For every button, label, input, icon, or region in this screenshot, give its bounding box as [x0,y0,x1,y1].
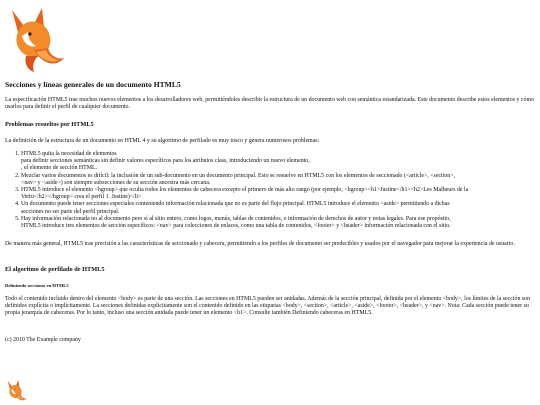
list-item-line: para definir secciones semánticas sin definir valores específicos para los atributos class, introduciendo un nuevo elemento, [21,158,310,165]
list-item-line: HTML5 introduce tres elementos de sección específicos: <nav> para colecciones de enlaces, como una tabla de contenidos, <footer> y <header> información relacionada con el sitio. [21,223,451,230]
issues-list [5,151,540,230]
firefox-fox-logo-icon [4,378,28,404]
list-item-line: Vertu</h2></hgroup> crea el perfil 1. Justine)</li> [21,194,142,201]
firefox-fox-logo-icon [4,2,66,74]
algorithm-heading: El algoritmo de perfilado de HTML5 [5,266,105,273]
problems-intro-paragraph: La definición de la estructura de un documento en HTML 4 y su algoritmo de perfilado es muy tosco y genera numerosos problemas: [5,138,320,144]
list-item-line: 3. HTML5 introduce el elemento <hgroup> que oculta todos los elementos de cabecera excepto el primero de más alto rango (por ejemplo, <hgroup><h1>Justine</h1><h2>Les Malheurs de la [21,187,469,194]
list-item [21,201,540,215]
problems-heading: Problemas resueltos por HTML5 [5,121,94,128]
list-item [21,187,540,201]
definition-heading: Definiendo secciones en HTML5 [5,283,69,288]
list-item [21,151,540,173]
copyright-footer: (c) 2010 The Example company [5,337,81,343]
list-item-line: 4. Un documento puede tener secciones especiales conteniendo información relacionada que no es parte del flujo principal. HTML5 introduce el elemento <aside> permitiendo a dichas [21,201,450,208]
list-item [21,216,540,230]
list-item-line: 2. Mezclar varios documentos es difícil: la inclusión de un sub-documento en un documento principal. Esto se resuelve en HTML5 con los elementos de seccionado (<article>, <section>, [21,172,456,179]
list-item-line: , el elemento de sección HTML. [21,165,98,172]
list-item-line: 1. HTML5 quita la necesidad de elementos [21,151,117,157]
document-title: Secciones y líneas generales de un documento HTML5 [5,80,181,89]
list-item-line: <nav> y <aside>) son siempre subsecciones de su sección ancestra más cercana. [21,179,211,186]
summary-paragraph: De manera más general, HTML5 trae precisión a las características de seccionado y cabecera, permitiendo a los perfiles de documento ser predecibles y usados por el navegador para mejorar la experiencia de usuario. [5,241,515,247]
list-item [21,173,540,187]
intro-paragraph: La especificación HTML5 trae muchos nuevos elementos a los desarrolladores web, permitiéndoles describir la estructura de un documento web con semántica estandarizada. Este documento describe estos elementos y cómo usarlos para definir el perfil de cualquier documento. [5,97,534,111]
body-paragraph: Todo el contenido incluido dentro del elemento <body> es parte de una sección. Las secciones en HTML5 pueden ser anidadas. Además de la sección principal, definida por el elemento <body>, los límites de la sección son definidos explícita o implícitamente. La secciones definidas explícitamente son el contenido definido en las etiquetas <body>, <section>, <article>, <aside>, <footer>, <header>, y <nav>. Nota: Cada sección puede tener su propia jerarquía de cabeceras. Por lo tanto, incluso una sección anidada puede tener un elemento <h1>. Consulte también Definiendo cabeceras en HTML5. [5,296,531,317]
list-item-line: secciones no ser parte del perfil principal. [21,208,120,215]
list-item-line: 5. Hay información relacionada no al documento pero sí al sitio entero, como logos, menús, tablas de contenidos, o información de derechos de autor y notas legales. Para ese propósito, [21,215,451,222]
